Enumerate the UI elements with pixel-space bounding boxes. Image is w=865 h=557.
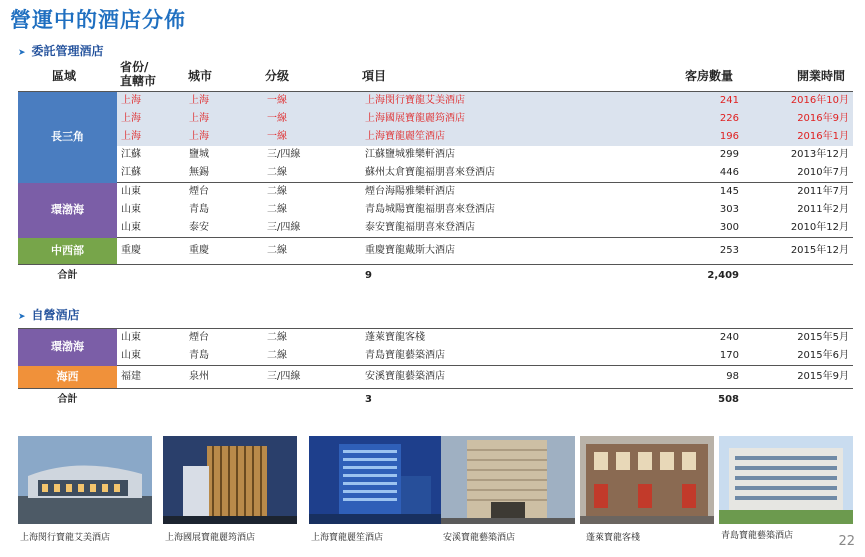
tier-cell: 二線 (263, 329, 361, 348)
tier-cell: 三/四線 (267, 149, 301, 160)
total-count: 9 (365, 269, 372, 281)
table-row (18, 128, 853, 146)
header-province: 省份/ 直轄市 (120, 60, 157, 88)
header-rooms: 客房數量 (685, 69, 734, 83)
total-rooms: 508 (718, 393, 739, 405)
hotel-photo (719, 436, 853, 524)
tier-cell: 一線 (263, 128, 361, 146)
header-tier: 分级 (265, 69, 290, 83)
city-cell: 青島 (185, 347, 263, 366)
opening-cell: 2015年9月 (743, 366, 853, 389)
photo-caption: 安溪寶龍藝築酒店 (443, 533, 516, 543)
rooms-cell: 253 (651, 238, 743, 265)
tier-cell: 三/四線 (263, 219, 361, 238)
table-row (18, 183, 853, 202)
project-cell: 江蘇鹽城雅樂軒酒店 (365, 149, 455, 160)
tier-cell: 二線 (263, 238, 361, 265)
city-cell: 上海 (185, 128, 263, 146)
header-project: 項目 (362, 69, 387, 83)
city-cell: 泰安 (185, 219, 263, 238)
opening-cell: 2010年7月 (743, 164, 853, 183)
photo-caption: 青島寶龍藝築酒店 (721, 531, 794, 541)
table-row (18, 366, 853, 389)
hotel-photo (309, 436, 443, 524)
section-managed-hotels (18, 42, 104, 59)
chevron-right-icon: ➤ (18, 48, 26, 58)
rooms-cell: 240 (651, 329, 743, 348)
table-row (18, 164, 853, 183)
province-cell: 福建 (117, 366, 185, 389)
project-cell: 重慶寶龍戴斯大酒店 (361, 238, 651, 265)
tier-cell: 三/四線 (263, 366, 361, 389)
photo-caption: 上海閔行寶龍艾美酒店 (20, 533, 111, 543)
province-cell: 山東 (121, 186, 141, 197)
province-cell: 上海 (117, 128, 185, 146)
province-cell: 江蘇 (117, 164, 185, 183)
project-cell: 青島寶龍藝築酒店 (361, 347, 651, 366)
province-cell: 上海 (117, 110, 185, 128)
hotel-photo (441, 436, 575, 524)
tier-cell: 二線 (267, 186, 287, 197)
opening-cell: 2015年6月 (743, 347, 853, 366)
total-label: 合計 (57, 393, 78, 405)
city-cell: 上海 (185, 110, 263, 128)
table-row (18, 92, 853, 111)
opening-cell: 2010年12月 (743, 219, 853, 238)
opening-cell: 2016年10月 (743, 92, 853, 111)
opening-cell: 2016年9月 (743, 110, 853, 128)
city-cell: 鹽城 (189, 149, 209, 160)
section-self-operated-hotels (18, 306, 80, 323)
hotel-photo (580, 436, 714, 524)
project-cell: 青島城陽寶龍福朋喜來登酒店 (365, 204, 495, 215)
page-title: 營運中的酒店分佈 (10, 8, 186, 32)
province-cell: 江蘇 (121, 149, 141, 160)
opening-cell: 2015年12月 (743, 238, 853, 265)
city-cell: 煙台 (185, 329, 263, 348)
project-cell: 上海寶龍麗笙酒店 (361, 128, 651, 146)
city-cell: 上海 (185, 92, 263, 111)
project-cell: 蓬萊寶龍客棧 (361, 329, 651, 348)
total-rooms: 2,409 (707, 269, 739, 281)
rooms-cell: 196 (651, 128, 743, 146)
province-cell: 山東 (117, 219, 185, 238)
chevron-right-icon: ➤ (18, 312, 26, 322)
region-cell: 環渤海 (18, 183, 117, 238)
opening-cell: 2011年2月 (797, 204, 849, 215)
tier-cell: 二線 (263, 164, 361, 183)
rooms-cell: 145 (719, 186, 739, 197)
table-row (18, 329, 853, 348)
city-cell: 煙台 (189, 186, 209, 197)
city-cell: 泉州 (185, 366, 263, 389)
hotel-photo (18, 436, 152, 524)
opening-cell: 2011年7月 (797, 186, 849, 197)
city-cell: 無錫 (185, 164, 263, 183)
opening-cell: 2015年5月 (743, 329, 853, 348)
region-cell: 長三角 (18, 92, 117, 183)
page-number: 22 (838, 534, 855, 549)
rooms-cell: 446 (651, 164, 743, 183)
project-cell: 上海國展寶龍麗筠酒店 (361, 110, 651, 128)
project-cell: 上海閔行寶龍艾美酒店 (361, 92, 651, 111)
photo-caption: 上海國展寶龍麗筠酒店 (165, 533, 256, 543)
project-cell: 蘇州太倉寶龍福朋喜來登酒店 (361, 164, 651, 183)
city-cell: 重慶 (185, 238, 263, 265)
opening-cell: 2013年12月 (790, 149, 849, 160)
table-row (18, 219, 853, 238)
rooms-cell: 241 (651, 92, 743, 111)
tier-cell: 一線 (263, 110, 361, 128)
photo-caption: 上海寶龍麗笙酒店 (311, 533, 384, 543)
total-row (18, 388, 853, 411)
total-label: 合計 (57, 269, 78, 281)
table-row (18, 110, 853, 128)
rooms-cell: 226 (651, 110, 743, 128)
province-cell: 上海 (117, 92, 185, 111)
region-cell: 環渤海 (18, 329, 117, 366)
project-cell: 煙台海陽雅樂軒酒店 (365, 186, 455, 197)
province-cell: 山東 (117, 329, 185, 348)
city-cell: 青島 (189, 204, 209, 215)
photo-caption: 蓬萊寶龍客棧 (586, 533, 641, 543)
rooms-cell: 300 (651, 219, 743, 238)
opening-cell: 2016年1月 (743, 128, 853, 146)
section-heading: 委託管理酒店 (31, 44, 104, 58)
tier-cell: 一線 (263, 92, 361, 111)
rooms-cell: 170 (651, 347, 743, 366)
table-row (18, 347, 853, 366)
province-cell: 山東 (117, 347, 185, 366)
province-cell: 山東 (121, 204, 141, 215)
table-row (18, 238, 853, 265)
rooms-cell: 98 (651, 366, 743, 389)
managed-hotels-table (18, 91, 853, 287)
tier-cell: 二線 (267, 204, 287, 215)
header-region: 區域 (52, 69, 77, 83)
section-heading: 自營酒店 (31, 308, 80, 322)
header-city: 城市 (188, 69, 213, 83)
project-cell: 泰安寶龍福朋喜來登酒店 (361, 219, 651, 238)
total-row (18, 264, 853, 287)
header-opening: 開業時間 (797, 69, 846, 83)
province-cell: 重慶 (117, 238, 185, 265)
region-cell: 海西 (18, 366, 117, 389)
table-row (18, 201, 853, 219)
total-count: 3 (365, 393, 372, 405)
self-operated-table (18, 328, 853, 411)
hotel-photo (163, 436, 297, 524)
table-row (18, 146, 853, 164)
rooms-cell: 299 (719, 149, 739, 160)
project-cell: 安溪寶龍藝築酒店 (361, 366, 651, 389)
region-cell: 中西部 (18, 238, 117, 265)
rooms-cell: 303 (719, 204, 739, 215)
tier-cell: 二線 (263, 347, 361, 366)
